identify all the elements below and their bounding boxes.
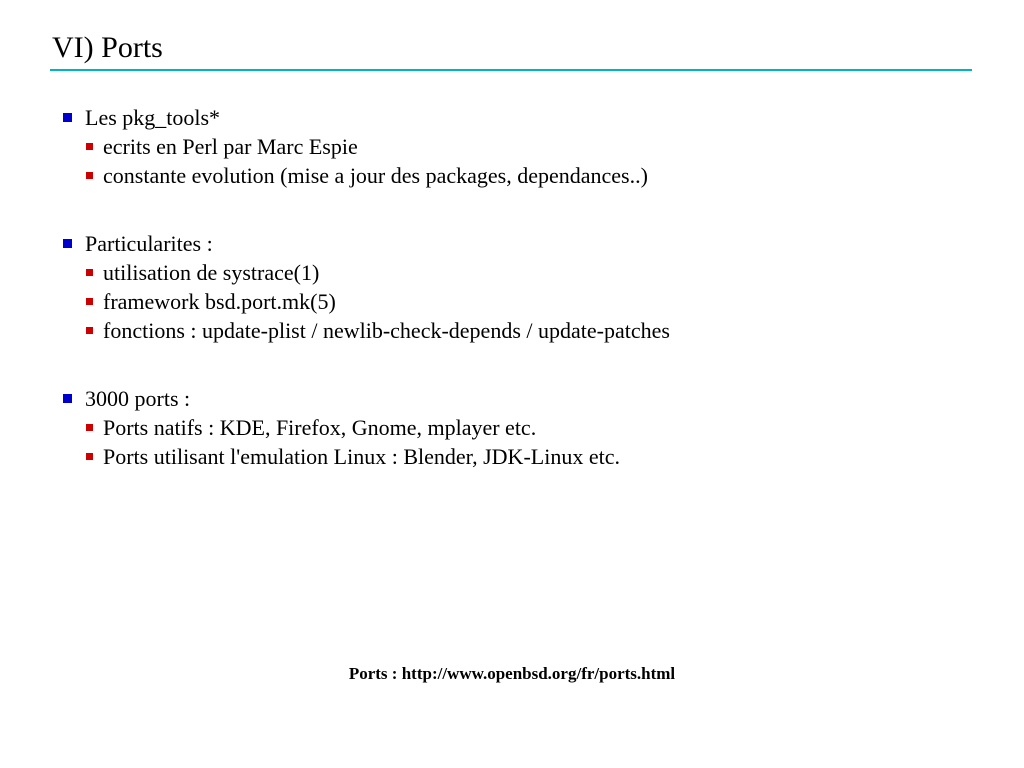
bullet-group-3000-ports [63,384,963,471]
list-item [63,287,963,316]
list-item-label: fonctions : update-plist / newlib-check-depends / update-patches [103,318,670,343]
list-item [63,384,963,413]
red-square-bullet-icon [86,327,93,334]
list-item [63,316,963,345]
red-square-bullet-icon [86,269,93,276]
list-item-label: Ports natifs : KDE, Firefox, Gnome, mplayer etc. [103,415,537,440]
list-item [63,442,963,471]
list-item [63,161,963,190]
bullet-group-particularites [63,229,963,345]
list-item [63,103,963,132]
list-item [63,229,963,258]
list-item-label: framework bsd.port.mk(5) [103,289,336,314]
list-item-label: constante evolution (mise a jour des packages, dependances..) [103,163,648,188]
blue-square-bullet-icon [63,239,72,248]
list-item-label: utilisation de systrace(1) [103,260,320,285]
page-title: VI) Ports [52,31,163,64]
red-square-bullet-icon [86,143,93,150]
list-item-label: ecrits en Perl par Marc Espie [103,134,358,159]
list-item-label: Particularites : [85,231,213,256]
list-item [63,132,963,161]
blue-square-bullet-icon [63,113,72,122]
red-square-bullet-icon [86,172,93,179]
list-item-label: 3000 ports : [85,386,191,411]
red-square-bullet-icon [86,424,93,431]
blue-square-bullet-icon [63,394,72,403]
title-underline-rule [50,69,972,71]
bullet-group-pkg-tools [63,103,963,190]
list-item-label: Ports utilisant l'emulation Linux : Blender, JDK-Linux etc. [103,444,620,469]
list-item [63,258,963,287]
red-square-bullet-icon [86,453,93,460]
red-square-bullet-icon [86,298,93,305]
list-item-label: Les pkg_tools* [85,105,221,130]
footer-link-text: Ports : http://www.openbsd.org/fr/ports.html [348,664,676,683]
slide-body [63,103,963,510]
list-item [63,413,963,442]
